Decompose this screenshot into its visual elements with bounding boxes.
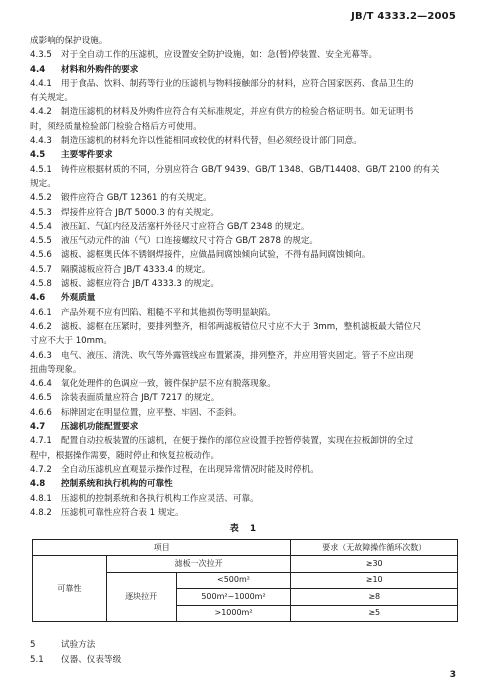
clause-text: 滤板、滤框奥氏体不锈钢焊接件，应做晶间腐蚀倾向试验，不得有晶间腐蚀倾向。: [61, 250, 371, 261]
table-title: 表 1: [229, 524, 261, 535]
clause-number: 4.5.5: [30, 236, 52, 247]
clause-4-7-2: [30, 463, 460, 477]
clause-4-7: [30, 420, 460, 434]
clause-text: 铸件应根据材质的不同，分别应符合 GB/T 9439、GB/T 1348、GB/T14408、GB/T 2100 的有关: [61, 164, 440, 175]
clause-number: 5: [30, 640, 36, 651]
clause-number: 4.5.7: [30, 264, 52, 275]
clause-number: 4.5.2: [30, 193, 52, 204]
clause-text: 主要零件要求: [61, 150, 113, 161]
clause-text: 成影响的保护设施。: [30, 36, 108, 46]
clause-number: 4.6.3: [30, 350, 52, 361]
value-cell: ≥10: [291, 572, 458, 589]
clause-4-7-1: [30, 434, 460, 448]
clause-text: 用于食品、饮料、制药等行业的压滤机与物料接触部分的材料，应符合国家医药、食品卫生的: [61, 78, 414, 89]
clause-text: 试验方法: [61, 640, 96, 651]
clause-4-4-3: [30, 134, 460, 148]
clause-continuation: [30, 334, 460, 348]
clause-number: 4.7.1: [30, 436, 52, 447]
clause-text: 对于全自动工作的压滤机，应设置安全防护设施，如：急(暂)停装置、安全光幕等。: [61, 50, 378, 61]
clause-4-6-5: [30, 391, 460, 405]
clause-text: 压滤机的控制系统和各执行机构工作应灵活、可靠。: [61, 493, 259, 504]
clause-text: 电气、液压、清洗、吹气等外露管线应布置紧凑，排列整齐，并应用管夹固定。管子不应出现: [61, 350, 414, 361]
clause-continuation: [30, 449, 460, 463]
table-header-row: [33, 540, 458, 556]
clause-text: 隔膜滤板应符合 JB/T 4333.4 的规定。: [61, 264, 211, 275]
clause-continuation: [30, 91, 460, 105]
clause-number: 4.6.4: [30, 379, 52, 390]
clause-4-8-1: [30, 492, 460, 506]
clause-number: 4.5.1: [30, 164, 52, 175]
clause-number: 4.4: [30, 64, 46, 75]
clause-text: 制造压滤机的材料允许以性能相同或较优的材料代替，但必须经设计部门同意。: [61, 136, 362, 147]
clause-4-5: [30, 148, 460, 162]
single-pull-label: 滤板一次拉开: [106, 556, 291, 573]
clause-text: 标牌固定在明显位置，应平整、牢固、不歪斜。: [61, 407, 242, 418]
clause-text: 控制系统和执行机构的可靠性: [61, 479, 173, 490]
clause-text: 规定。: [30, 178, 56, 189]
clause-4-8: [30, 477, 460, 491]
clause-4-5-1: [30, 163, 460, 177]
clause-text: 焊接件应符合 JB/T 5000.3 的有关规定。: [61, 207, 219, 218]
clause-4-6-6: [30, 406, 460, 420]
clause-text: 产品外观不应有凹陷、粗糙不平和其他损伤等明显缺陷。: [61, 307, 276, 318]
clause-4-5-3: [30, 206, 460, 220]
clause-4-6-2: [30, 320, 460, 334]
batch-pull-label: 逐块拉开: [106, 572, 176, 622]
clause-text: 压滤机可靠性应符合表 1 规定。: [61, 507, 184, 518]
clause-4-5-6: [30, 248, 460, 262]
clause-text: 寸应不大于 10mm。: [30, 336, 112, 347]
value-cell: ≥8: [291, 589, 458, 606]
clause-number: 4.6.1: [30, 307, 52, 318]
clause-number: 4.6.5: [30, 393, 52, 404]
clause-4-4-1: [30, 77, 460, 91]
clause-continuation: [30, 120, 460, 134]
clause-number: 4.6.6: [30, 407, 52, 418]
table-row: [33, 556, 458, 573]
clause-4-8-2: [30, 506, 460, 520]
clause-continuation: [30, 363, 460, 377]
row-label-reliability: 可靠性: [33, 556, 107, 622]
clause-4-4: [30, 63, 460, 77]
header-requirement: 要求（无故障操作循环次数）: [291, 540, 458, 556]
clause-text: 涂装表面质量应符合 JB/T 7217 的规定。: [61, 393, 220, 404]
clause-4-6: [30, 291, 460, 305]
clause-text: 滤板、滤框应符合 JB/T 4333.3 的规定。: [61, 279, 219, 290]
clause-number: 4.4.3: [30, 136, 52, 147]
clause-text: 配置自动拉板装置的压滤机，在便于操作的部位应设置手控暂停装置，实现在拉板卸饼的全过: [61, 436, 414, 447]
clause-number: 4.6.2: [30, 321, 52, 332]
clause-text: 有关规定。: [30, 93, 73, 104]
clause-5-1: [30, 653, 460, 667]
clause-number: 4.5.6: [30, 250, 52, 261]
clause-text: 制造压滤机的材料及外购件应符合有关标准规定，并应有供方的检验合格证明书。如无证明书: [61, 107, 414, 118]
clause-number: 4.5: [30, 150, 46, 161]
clause-number: 4.7: [30, 422, 46, 433]
clause-4-5-2: [30, 191, 460, 205]
clause-number: 4.4.1: [30, 78, 52, 89]
clause-text: 液压缸、气缸内径及活塞杆外径尺寸应符合 GB/T 2348 的规定。: [61, 221, 310, 232]
clause-4-5-5: [30, 234, 460, 248]
clause-text: 程中，根据操作需要，随时停止和恢复拉板动作。: [30, 450, 220, 461]
clause-text: 全自动压滤机应直观显示操作过程，在出现异常情况时能及时停机。: [61, 464, 319, 475]
clause-4-3-5: [30, 48, 460, 62]
clause-4-5-8: [30, 277, 460, 291]
clause-number: 4.5.4: [30, 221, 52, 232]
clause-4-6-1: [30, 306, 460, 320]
section-5-headings: [30, 638, 460, 667]
clause-4-6-4: [30, 377, 460, 391]
clause-4-6-3: [30, 349, 460, 363]
reliability-table: [32, 539, 458, 622]
clause-text: 仪器、仪表等级: [61, 654, 122, 665]
clause-text: 氧化处理件的色调应一致，镀件保护层不应有脱落现象。: [61, 379, 276, 390]
clause-text: 滤板、滤框在压紧时，要排列整齐，相邻两滤板错位尺寸应不大于 3mm，整机滤板最大错位尺: [61, 321, 422, 332]
header-item: 项目: [33, 540, 291, 556]
clause-number: 5.1: [30, 654, 44, 665]
clause-text: 压滤机功能配置要求: [61, 422, 139, 433]
area-cell: <500m²: [176, 572, 291, 589]
document-body: [30, 34, 460, 667]
clause-text: 材料和外购件的要求: [61, 64, 139, 75]
clause-number: 4.8.1: [30, 493, 52, 504]
clause-text: 外观质量: [61, 293, 96, 304]
clause-number: 4.8.2: [30, 507, 52, 518]
area-cell: 500m²~1000m²: [176, 589, 291, 606]
clause-number: 4.8: [30, 479, 46, 490]
clause-number: 4.6: [30, 293, 46, 304]
clause-4-5-4: [30, 220, 460, 234]
clause-text: 扭曲等现象。: [30, 364, 82, 375]
clause-text: 时，须经质量检验部门检验合格后方可使用。: [30, 121, 202, 132]
clause-5: [30, 638, 460, 652]
clause-number: 4.5.8: [30, 279, 52, 290]
clause-number: 4.3.5: [30, 50, 52, 61]
clause-number: 4.4.2: [30, 107, 52, 118]
clause-number: 4.7.2: [30, 464, 52, 475]
document-id: JB/T 4333.2—2005: [351, 11, 456, 22]
single-pull-value: ≥30: [291, 556, 458, 573]
clause-text: 液压气动元件的油（气）口连接螺纹尺寸符合 GB/T 2878 的规定。: [61, 236, 319, 247]
clause-list: [30, 34, 460, 520]
area-cell: >1000m²: [176, 605, 291, 622]
clause-number: 4.5.3: [30, 207, 52, 218]
clause-4-4-2: [30, 105, 460, 119]
clause-text: 锻件应符合 GB/T 12361 的有关规定。: [61, 193, 212, 204]
clause-4-5-7: [30, 263, 460, 277]
clause-continuation: [30, 177, 460, 191]
value-cell: ≥5: [291, 605, 458, 622]
clause-continuation: [30, 34, 460, 48]
page-number: 3: [449, 670, 456, 680]
